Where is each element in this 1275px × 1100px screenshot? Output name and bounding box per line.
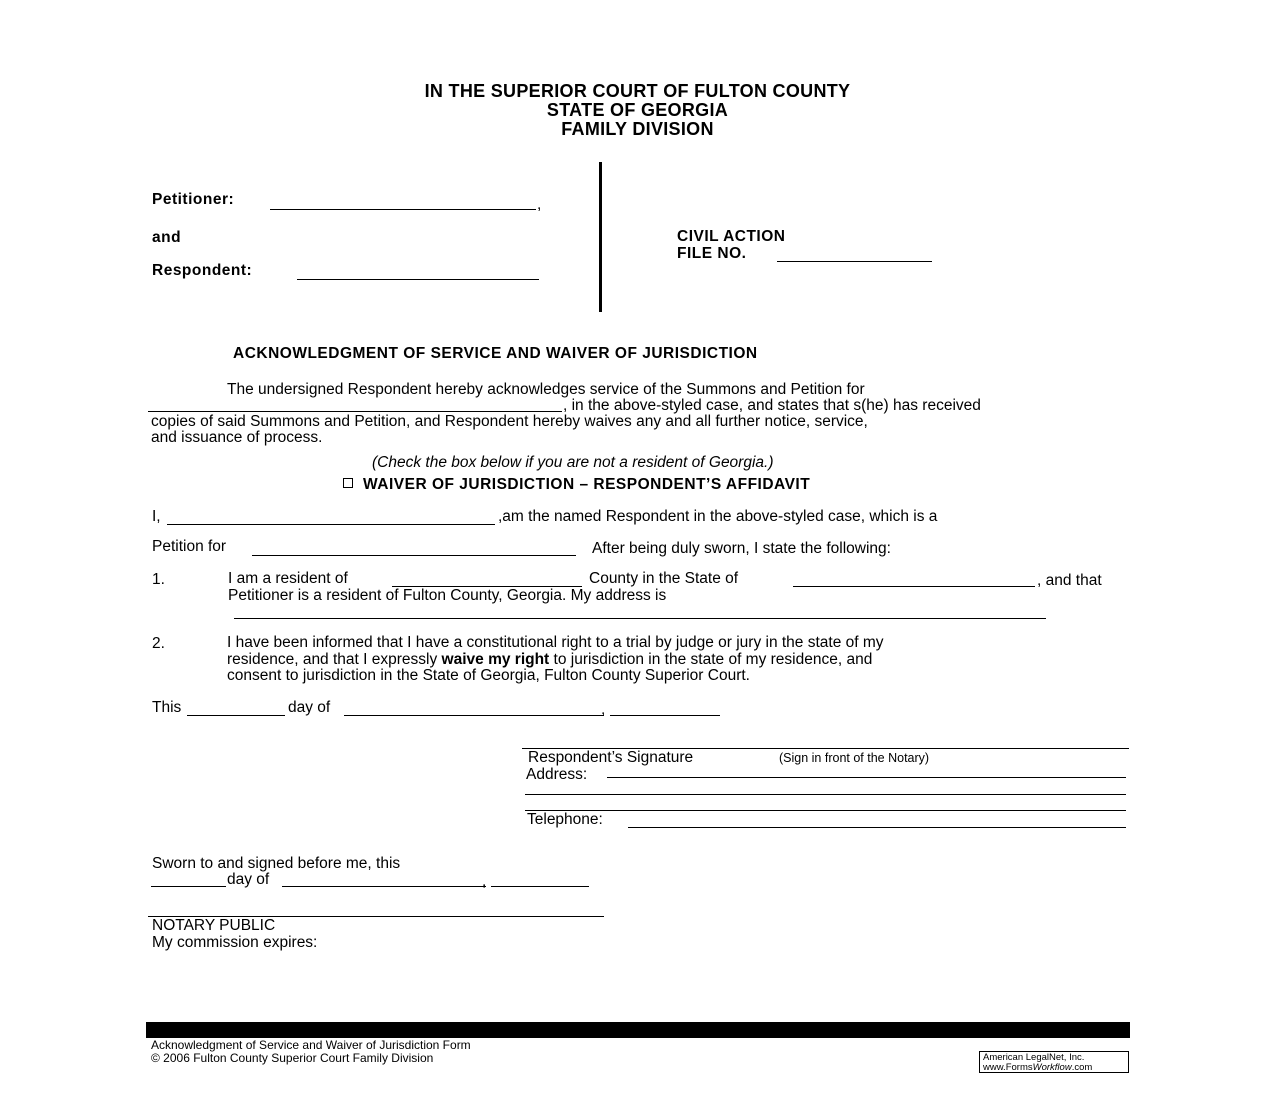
address-label: Address: (526, 766, 588, 783)
item-1-county-text: County in the State of (589, 570, 739, 587)
petitioner-comma: , (537, 196, 542, 213)
item-1-number: 1. (152, 571, 165, 588)
i-label: I, (152, 508, 161, 525)
stamp-company: American LegalNet, Inc. (983, 1052, 1085, 1063)
state-field[interactable] (793, 586, 1035, 587)
notary-day-of-label: day of (227, 871, 270, 888)
month-field[interactable] (344, 715, 604, 716)
footer-copyright: © 2006 Fulton County Superior Court Family Division (151, 1051, 434, 1065)
and-label: and (152, 229, 182, 246)
waive-my-right: waive my right (441, 651, 550, 668)
ack-line-4: and issuance of process. (151, 429, 323, 446)
waiver-heading-text: WAIVER OF JURISDICTION – RESPONDENT’S AFFIDAVIT (363, 476, 811, 493)
item-2-line-2-start: residence, and that I expressly (227, 651, 438, 668)
signature-address-field-3[interactable] (525, 810, 1126, 811)
item-1-line-2: Petitioner is a resident of Fulton County, Georgia. My address is (228, 587, 667, 604)
civil-action-label: CIVIL ACTION (677, 228, 786, 245)
sworn-statement: After being duly sworn, I state the following: (592, 540, 891, 557)
ack-line-2: , in the above-styled case, and states that s(he) has received (563, 397, 981, 414)
file-no-label: FILE NO. (677, 245, 747, 262)
petitioner-label: Petitioner: (152, 191, 235, 208)
item-2-line-3: consent to jurisdiction in the State of Georgia, Fulton County Superior Court. (227, 667, 750, 684)
respondent-field[interactable] (297, 279, 539, 280)
item-1-resident-text: I am a resident of (228, 570, 348, 587)
respondent-name-field[interactable] (167, 524, 495, 525)
item-2-line-1: I have been informed that I have a constitutional right to a trial by judge or jury in the state of my (227, 634, 884, 651)
day-field[interactable] (187, 715, 285, 716)
file-no-field[interactable] (777, 261, 932, 262)
ack-line-1: The undersigned Respondent hereby acknowledges service of the Summons and Petition for (227, 381, 865, 398)
notary-month-field[interactable] (282, 886, 486, 887)
item-1-and-that: , and that (1037, 572, 1102, 589)
waiver-checkbox[interactable] (343, 478, 353, 488)
item-2-number: 2. (152, 635, 165, 652)
date-comma: , (601, 701, 606, 718)
ack-line-3: copies of said Summons and Petition, and Respondent hereby waives any and all further notice, service, (151, 413, 868, 430)
footer-bar (146, 1022, 1130, 1038)
address-field[interactable] (234, 618, 1046, 619)
signature-address-field-2[interactable] (525, 794, 1126, 795)
notary-public-label: NOTARY PUBLIC (152, 917, 276, 934)
legalnet-stamp (979, 1051, 1129, 1073)
petition-for-field[interactable] (252, 555, 576, 556)
state-name: STATE OF GEORGIA (546, 100, 729, 120)
petition-for-label: Petition for (152, 538, 227, 555)
this-label: This (152, 699, 182, 716)
notary-comma: , (482, 873, 487, 890)
year-field[interactable] (610, 715, 720, 716)
signature-address-field-1[interactable] (607, 777, 1126, 778)
telephone-label: Telephone: (527, 811, 603, 828)
petitioner-field[interactable] (270, 209, 536, 210)
day-of-label: day of (288, 699, 331, 716)
caption-divider (599, 162, 602, 312)
sworn-label: Sworn to and signed before me, this (152, 855, 401, 872)
waiver-heading (343, 476, 810, 494)
respondent-signature-label: Respondent’s Signature (528, 749, 694, 766)
commission-expires-label: My commission expires: (152, 934, 318, 951)
stamp-url[interactable]: www.FormsWorkflow.com (983, 1062, 1093, 1073)
court-name: IN THE SUPERIOR COURT OF FULTON COUNTY (424, 81, 851, 101)
footer-form-name: Acknowledgment of Service and Waiver of Jurisdiction Form (151, 1038, 471, 1052)
notary-day-field[interactable] (151, 886, 226, 887)
form-title: ACKNOWLEDGMENT OF SERVICE AND WAIVER OF JURISDICTION (233, 345, 758, 362)
division-name: FAMILY DIVISION (561, 119, 714, 139)
petition-type-field[interactable] (148, 411, 562, 412)
telephone-field[interactable] (628, 827, 1126, 828)
notary-year-field[interactable] (491, 886, 589, 887)
named-respondent-text: ,am the named Respondent in the above-styled case, which is a (498, 508, 938, 525)
item-2-line-2-end: to jurisdiction in the state of my residence, and (553, 651, 873, 668)
respondent-label: Respondent: (152, 262, 253, 279)
check-note: (Check the box below if you are not a resident of Georgia.) (372, 454, 774, 471)
sign-note: (Sign in front of the Notary) (779, 751, 930, 765)
